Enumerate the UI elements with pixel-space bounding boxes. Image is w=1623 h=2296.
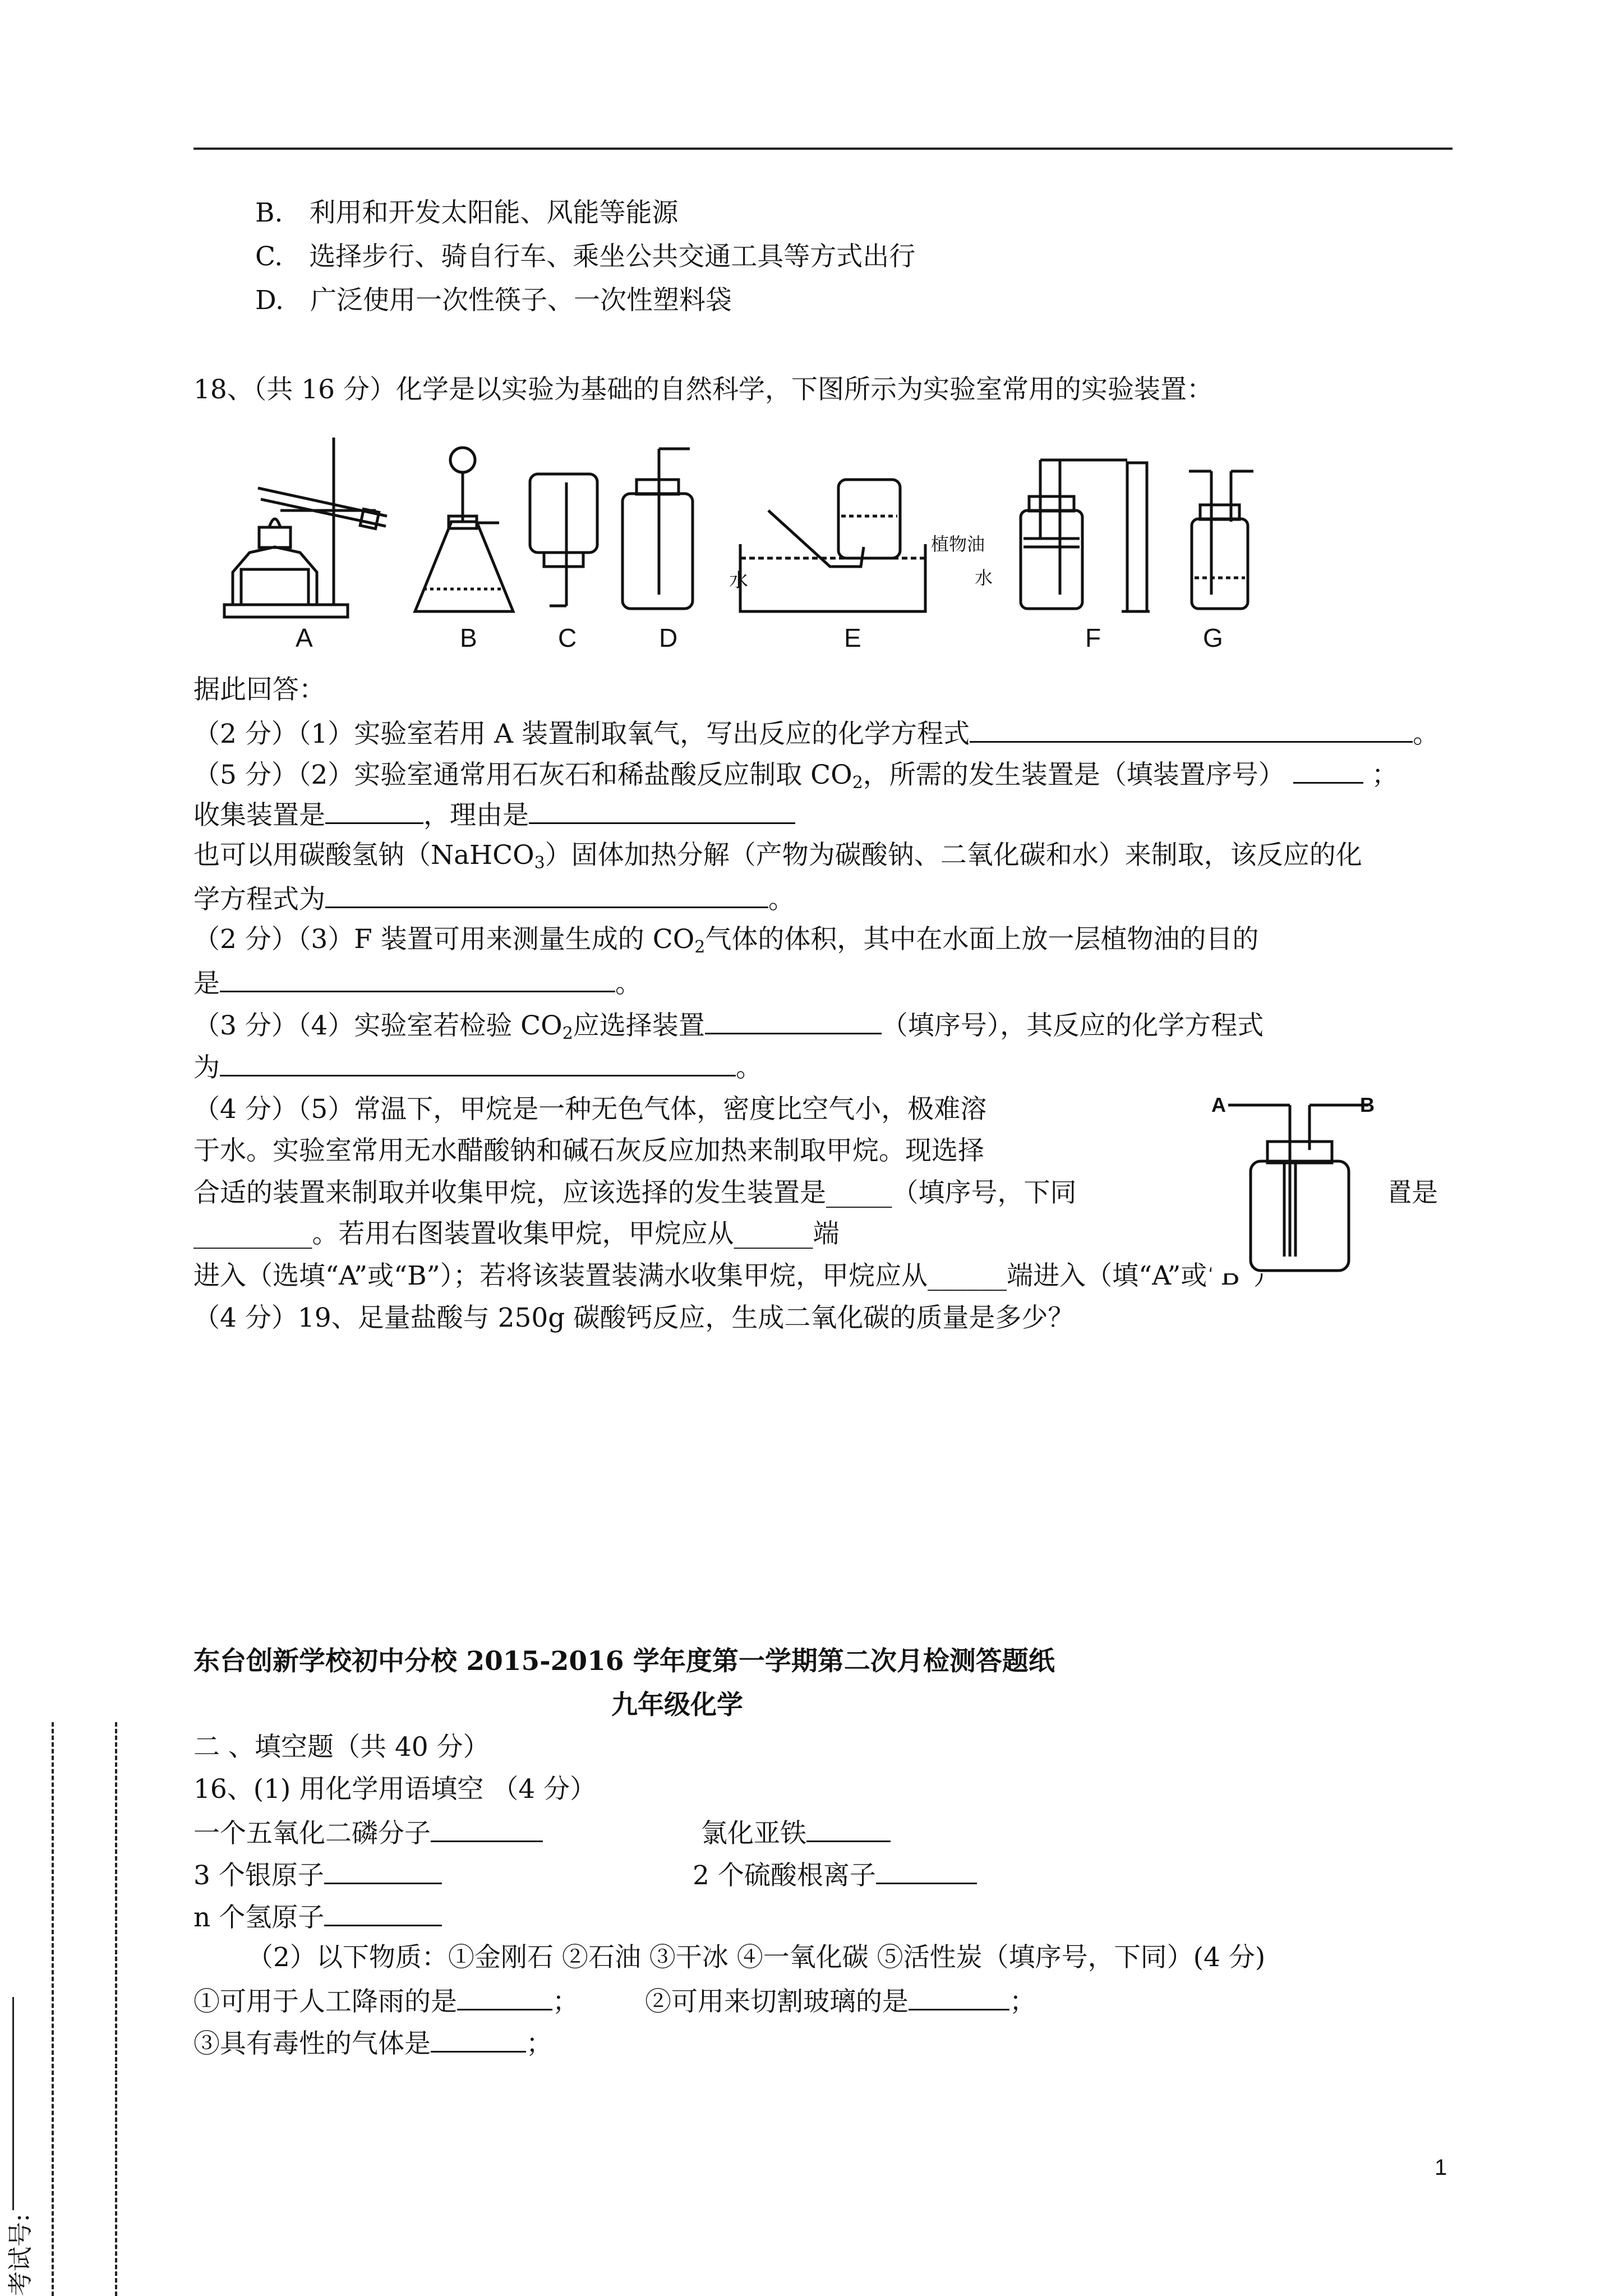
option-b: B. 利用和开发太阳能、风能等能源 [255,197,679,228]
q18-part5-line1: （4 分）（5）常温下，甲烷是一种无色气体，密度比空气小，极难溶 [193,1094,987,1125]
apparatus-b [415,448,513,611]
label-oil-f: 植物油 [931,534,985,554]
row2-right: 2 个硫酸根离子 [693,1857,977,1893]
q18-part4-line1: （3 分）（4）实验室若检验 $CO_2$应选择装置 （填序号），其反应的化学方程式 [193,1007,1264,1051]
binding-dashed-line-outer [52,1722,54,2296]
label-water-f: 水 [975,568,993,588]
blank-1[interactable] [970,715,1413,743]
row4-left: ①可用于人工降雨的是 ； [193,1983,579,2019]
label-water-e: 水 [729,570,748,591]
binding-dashed-line-inner [115,1722,117,2296]
apparatus-c [530,474,597,606]
label-a: A [296,623,313,652]
header-rule [193,148,1453,150]
blank-2d[interactable] [325,881,768,908]
q18-part5-line3: 合适的装置来制取并收集甲烷，应该选择的发生装置是_____（填序号，下同 [193,1177,1077,1208]
label-e: E [844,623,861,652]
blank-r5a[interactable] [431,2025,526,2053]
bottle-label-b: B [1360,1093,1375,1116]
q18-part5-line3-end: 置是 [1385,1177,1438,1208]
q16-part1: 16、(1) 用化学用语填空 （4 分） [193,1774,597,1805]
q18-part5-line4: _________。若用右图装置收集甲烷，甲烷应从______端 [193,1218,840,1249]
q18-part5-line5: 进入（选填“A”或“B”）；若将该装置装满水收集甲烷，甲烷应从______端进入（填“A”或“B”） [193,1260,1280,1291]
answer-sheet-title: 东台创新学校初中分校 2015-2016 学年度第一学期第二次月检测答题纸 [193,1646,1055,1677]
q18-part4-line2: 为 。 [193,1049,762,1085]
q18-part3-line2: 是 。 [193,965,642,1001]
answer-prompt: 据此回答： [193,674,325,705]
blank-2c[interactable] [529,797,795,824]
q16-part2: （2）以下物质：①金刚石 ②石油 ③干冰 ④一氧化碳 ⑤活性炭（填序号，下同）(4 分) [247,1942,1266,1973]
apparatus-g [1189,471,1253,609]
q18-part5-line2: 于水。实验室常用无水醋酸钠和碱石灰反应加热来制取甲烷。现选择 [193,1135,984,1166]
blank-r1a[interactable] [431,1815,543,1842]
blank-r2a[interactable] [324,1857,442,1884]
blank-2a[interactable] [1293,756,1363,784]
answer-sheet-subtitle: 九年级化学 [611,1690,743,1720]
bottle-label-a: A [1211,1093,1226,1116]
row1-right: 氯化亚铁 [701,1815,891,1851]
apparatus-e [740,480,925,611]
q18-part2-line2: 收集装置是 ，理由是 [193,797,795,832]
apparatus-f [1021,460,1150,611]
blank-r4a[interactable] [457,1983,552,2010]
blank-3[interactable] [220,965,615,992]
row1-left: 一个五氧化二磷分子 [193,1815,543,1851]
option-c: C. 选择步行、骑自行车、乘坐公共交通工具等方式出行 [255,241,916,272]
q18-part2-line1: （5 分）（2）实验室通常用石灰石和稀盐酸反应制取 $CO_2$，所需的发生装置是（填装置序号） ； [193,756,1398,800]
row5-left: ③具有毒性的气体是 ； [193,2025,552,2061]
q18-part2-line3: 也可以用碳酸氢钠（NaHCO$_3$）固体加热分解（产物为碳酸钠、二氧化碳和水）来制取，该反应的化 [193,840,1362,873]
apparatus-d [623,449,693,609]
margin-field-line [12,1997,14,2210]
q18-part2-line4: 学方程式为 。 [193,881,795,917]
row4-right: ②可用来切割玻璃的是 ； [645,1983,1036,2019]
blank-r2b[interactable] [876,1857,977,1884]
q19: （4 分）19、足量盐酸与 250g 碳酸钙反应，生成二氧化碳的质量是多少？ [193,1303,1075,1333]
row3-left: n 个氢原子 [193,1899,442,1935]
blank-4a[interactable] [705,1007,882,1034]
blank-r3a[interactable] [324,1899,442,1926]
label-c: C [558,623,577,652]
blank-r1b[interactable] [806,1815,891,1842]
label-b: B [460,623,477,652]
option-d: D. 广泛使用一次性筷子、一次性塑料袋 [255,285,732,316]
row2-left: 3 个银原子 [193,1857,442,1893]
apparatus-a [224,438,387,617]
q18-intro: 18、（共 16 分）化学是以实验为基础的自然科学，下图所示为实验室常用的实验装置： [193,374,1213,405]
q18-part1: （2 分）（1）实验室若用 A 装置制取氧气，写出反应的化学方程式 。 [193,715,1439,751]
label-d: D [659,623,678,652]
page-number: 1 [1435,2155,1447,2180]
section-heading: 二 、填空题（共 40 分） [193,1732,490,1763]
blank-r4b[interactable] [909,1983,1009,2010]
label-f: F [1085,623,1101,652]
blank-2b[interactable] [325,797,423,824]
blank-4b[interactable] [220,1049,736,1076]
q18-part3-line1: （2 分）（3）F 装置可用来测量生成的 $CO_2$气体的体积，其中在水面上放一层植物油的目的 [193,924,1259,957]
margin-exam-number: 考试号: [6,2214,35,2296]
apparatus-figure [208,426,1301,628]
label-g: G [1203,623,1223,652]
